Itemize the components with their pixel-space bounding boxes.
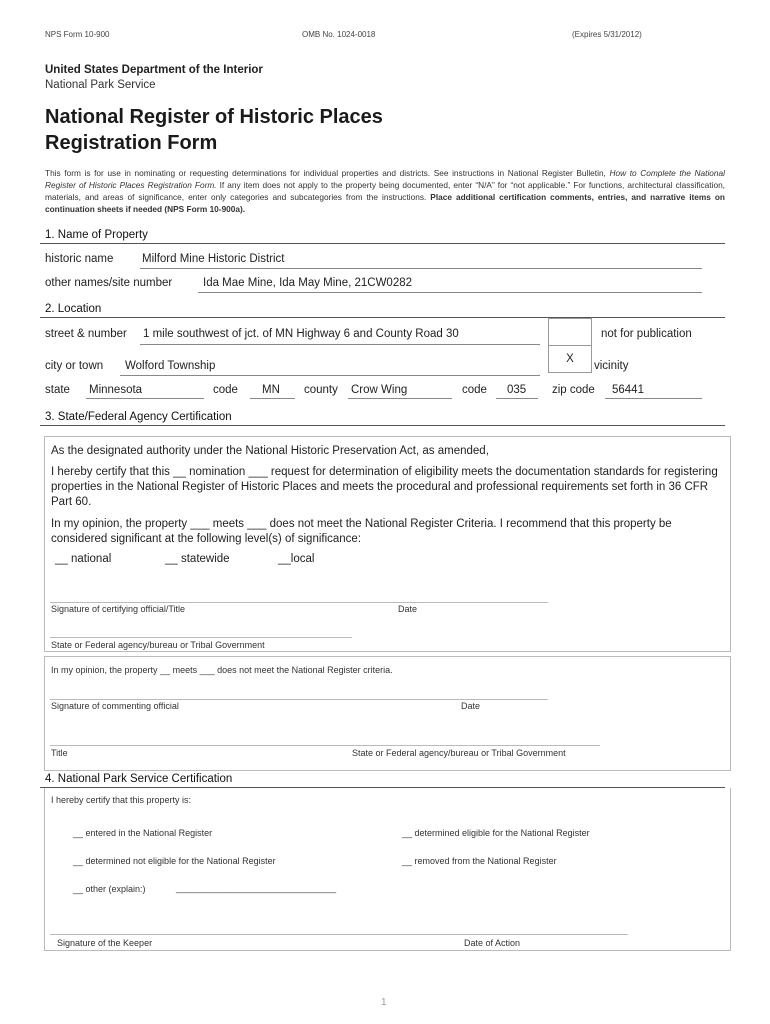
vicinity-checkbox[interactable]: X [548, 345, 592, 373]
agency-line-1[interactable] [50, 637, 352, 638]
option-entered[interactable]: __ entered in the National Register [73, 828, 213, 838]
department-name: United States Department of the Interior [45, 64, 263, 76]
city-underline [120, 375, 540, 376]
level-statewide[interactable]: __ statewide [165, 553, 230, 565]
certify-statement: I hereby certify that this __ nomination ___ request for determination of eligibility meets the documentation standards for registering properties in the National Register of Historic Places and meets the procedural and professional requirements set forth in 36 CFR Part 60. [51, 466, 718, 508]
option-not-eligible[interactable]: __ determined not eligible for the National Register [73, 856, 276, 866]
section-3-rule [40, 425, 725, 426]
county-code-field[interactable]: 035 [507, 384, 527, 396]
form-instructions [45, 167, 725, 215]
expiration-date: (Expires 5/31/2012) [572, 30, 642, 39]
title-label: Title [51, 748, 68, 758]
city-label: city or town [45, 360, 104, 372]
option-removed[interactable]: __ removed from the National Register [402, 856, 557, 866]
section-4-title: 4. National Park Service Certification [45, 773, 233, 785]
instructions-bulletin-title: How to Complete the National Register of Historic Places Registration Form. [45, 168, 725, 190]
authority-statement: As the designated authority under the National Historic Preservation Act, as amended, [51, 445, 489, 457]
instructions-text-2: If any item does not apply to the property being documented, enter “N/A” for “not applicable.” For functions, architectural classification, materials, and areas of significance, enter only categories and subcategories from the instructions. [45, 180, 725, 202]
title-line[interactable] [50, 745, 600, 746]
level-local[interactable]: __local [278, 553, 315, 565]
keeper-signature-line[interactable] [50, 934, 628, 935]
not-for-publication-checkbox[interactable] [548, 318, 592, 346]
agency-label-1: State or Federal agency/bureau or Tribal Government [51, 640, 265, 650]
form-number: NPS Form 10-900 [45, 30, 110, 39]
state-label: state [45, 384, 70, 396]
section-2-title: 2. Location [45, 303, 102, 315]
zip-underline [605, 398, 702, 399]
agency-label-2: State or Federal agency/bureau or Tribal Government [352, 748, 566, 758]
other-names-underline [198, 292, 702, 293]
vicinity-label: vicinity [594, 360, 629, 372]
state-code-label: code [213, 384, 238, 396]
nps-certification-box [44, 788, 731, 951]
other-names-field[interactable]: Ida Mae Mine, Ida May Mine, 21CW0282 [203, 277, 413, 289]
service-name: National Park Service [45, 79, 156, 91]
commenting-date-label: Date [461, 701, 481, 711]
section-2-rule [40, 317, 725, 318]
page-number: 1 [381, 997, 387, 1008]
street-field[interactable]: 1 mile southwest of jct. of MN Highway 6 and County Road 30 [143, 328, 459, 340]
section-1-rule [40, 243, 725, 244]
state-underline [86, 398, 204, 399]
historic-name-label: historic name [45, 253, 114, 265]
instructions-continuation-note: Place additional certification comments, entries, and narrative items on continuation sheets if needed (NPS Form 10-900a). [45, 192, 725, 214]
county-field[interactable]: Crow Wing [351, 384, 408, 396]
date-of-action-label: Date of Action [464, 938, 521, 948]
opinion-commenting: In my opinion, the property __ meets ___ does not meet the National Register criteria. [51, 665, 393, 675]
form-title-line2: Registration Form [45, 132, 218, 154]
certifying-signature-line[interactable] [50, 602, 548, 603]
option-determined-eligible[interactable]: __ determined eligible for the National Register [402, 828, 590, 838]
other-names-label: other names/site number [45, 277, 173, 289]
county-code-label: code [462, 384, 487, 396]
form-title-line1: National Register of Historic Places [45, 106, 383, 128]
omb-number: OMB No. 1024-0018 [302, 30, 376, 39]
state-code-underline [250, 398, 295, 399]
opinion-statement: In my opinion, the property ___ meets ___ does not meet the National Register Criteria. I recommend that this property be considered significant at the following level(s) of significance: [51, 518, 672, 545]
keeper-signature-label: Signature of the Keeper [57, 938, 153, 948]
zip-field[interactable]: 56441 [612, 384, 644, 396]
commenting-signature-line[interactable] [50, 699, 548, 700]
commenting-signature-label: Signature of commenting official [51, 701, 179, 711]
other-explain-field[interactable]: ________________________________ [176, 883, 337, 893]
county-label: county [304, 384, 338, 396]
section-3-title: 3. State/Federal Agency Certification [45, 411, 232, 423]
certifying-signature-label: Signature of certifying official/Title [51, 604, 186, 614]
city-field[interactable]: Wolford Township [125, 360, 216, 372]
section-1-title: 1. Name of Property [45, 229, 148, 241]
zip-label: zip code [552, 384, 595, 396]
state-code-field[interactable]: MN [262, 384, 280, 396]
instructions-text-1: This form is for use in nominating or requesting determinations for individual properties and districts. See instructions in National Register Bulletin, [45, 168, 610, 178]
county-underline [348, 398, 452, 399]
option-other[interactable]: __ other (explain:) [73, 884, 146, 894]
certifying-date-label: Date [398, 604, 418, 614]
historic-name-field[interactable]: Milford Mine Historic District [142, 253, 285, 265]
county-code-underline [496, 398, 538, 399]
street-label: street & number [45, 328, 127, 340]
not-for-publication-label: not for publication [601, 328, 692, 340]
level-national[interactable]: __ national [55, 553, 112, 565]
state-field[interactable]: Minnesota [89, 384, 143, 396]
nps-certify-statement: I hereby certify that this property is: [51, 795, 192, 805]
street-underline [140, 344, 540, 345]
historic-name-underline [140, 268, 702, 269]
